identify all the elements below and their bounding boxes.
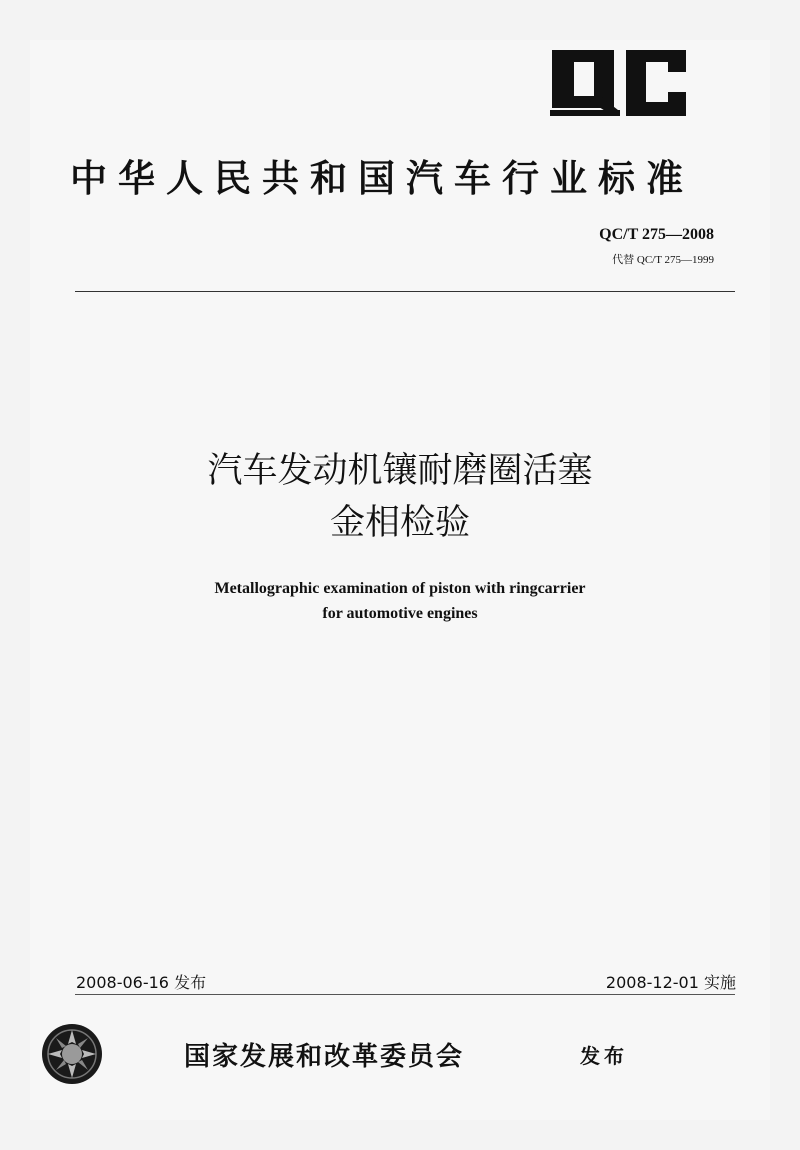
qc-logo-c: [626, 50, 686, 116]
title-en-line2: for automotive engines: [322, 605, 478, 622]
qc-logo: [548, 48, 688, 118]
header-divider: [75, 291, 735, 292]
issuer-name: 国家发展和改革委员会: [184, 1042, 465, 1072]
replaces-standard: 代替 QC/T 275—1999: [612, 254, 714, 266]
title-en-line1: Metallographic examination of piston with ringcarrier: [214, 580, 586, 597]
qc-logo-q: [552, 50, 614, 108]
issue-date: 2008-06-16 发布: [76, 973, 207, 992]
implement-date: 2008-12-01 实施: [605, 973, 736, 992]
title-zh-line1: 汽车发动机镶耐磨圈活塞: [207, 451, 593, 491]
ndrc-emblem-icon: [40, 1022, 104, 1086]
footer-divider: [75, 994, 735, 995]
standard-category: 中华人民共和国汽车行业标准: [70, 156, 694, 200]
issuer-suffix: 发布: [580, 1044, 628, 1068]
title-zh-line2: 金相检验: [329, 503, 470, 543]
standard-code: QC/T 275—2008: [599, 226, 714, 243]
